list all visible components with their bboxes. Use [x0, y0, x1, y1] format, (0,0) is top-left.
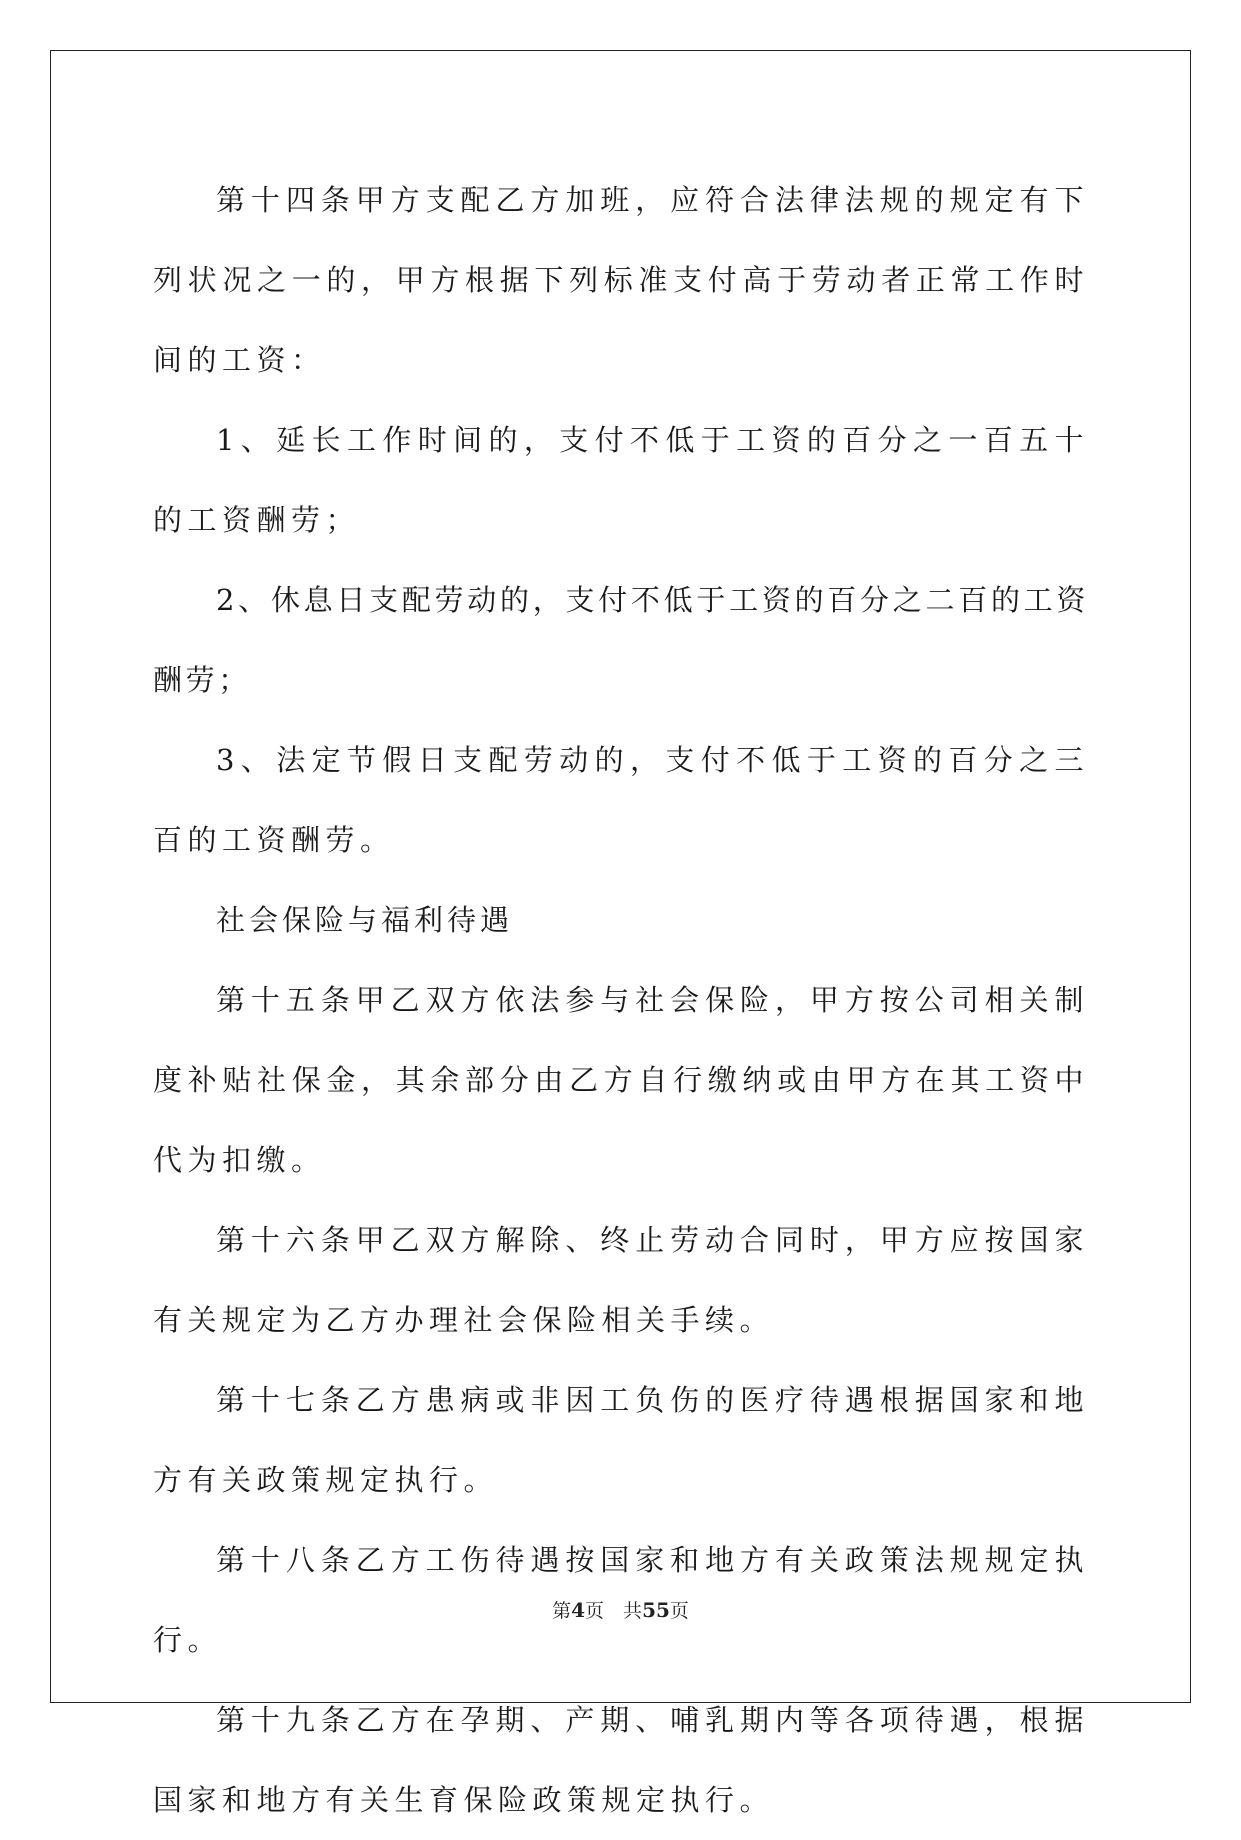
paragraph-article-17: 第十七条乙方患病或非因工负伤的医疗待遇根据国家和地方有关政策规定执行。	[153, 1383, 1089, 1497]
paragraph-item-3: 3、法定节假日支配劳动的，支付不低于工资的百分之三百的工资酬劳。	[153, 743, 1089, 857]
paragraph-article-14: 第十四条甲方支配乙方加班，应符合法律法规的规定有下列状况之一的，甲方根据下列标准支付高于劳动者正常工作时间的工资：	[153, 183, 1089, 377]
paragraph-article-16: 第十六条甲乙双方解除、终止劳动合同时，甲方应按国家有关规定为乙方办理社会保险相关手续。	[153, 1223, 1089, 1337]
paragraph-article-19: 第十九条乙方在孕期、产期、哺乳期内等各项待遇，根据国家和地方有关生育保险政策规定执行。	[153, 1703, 1089, 1817]
total-page-count: 55	[642, 1598, 670, 1622]
paragraph-item-1: 1、延长工作时间的，支付不低于工资的百分之一百五十的工资酬劳；	[153, 423, 1089, 537]
page-footer	[0, 1596, 1241, 1623]
paragraph-item-2: 2、休息日支配劳动的，支付不低于工资的百分之二百的工资酬劳；	[153, 583, 1089, 697]
footer-prefix: 第	[552, 1600, 572, 1622]
document-body	[153, 160, 1089, 1840]
footer-total-prefix: 共	[623, 1600, 643, 1622]
footer-total-suffix: 页	[669, 1600, 689, 1622]
paragraph-article-15: 第十五条甲乙双方依法参与社会保险，甲方按公司相关制度补贴社保金，其余部分由乙方自行缴纳或由甲方在其工资中代为扣缴。	[153, 983, 1089, 1177]
paragraph-article-18: 第十八条乙方工伤待遇按国家和地方有关政策法规规定执行。	[153, 1543, 1089, 1657]
footer-page-word: 页	[585, 1600, 605, 1622]
current-page-number: 4	[571, 1598, 586, 1622]
section-heading-social-insurance: 社会保险与福利待遇	[216, 903, 514, 937]
